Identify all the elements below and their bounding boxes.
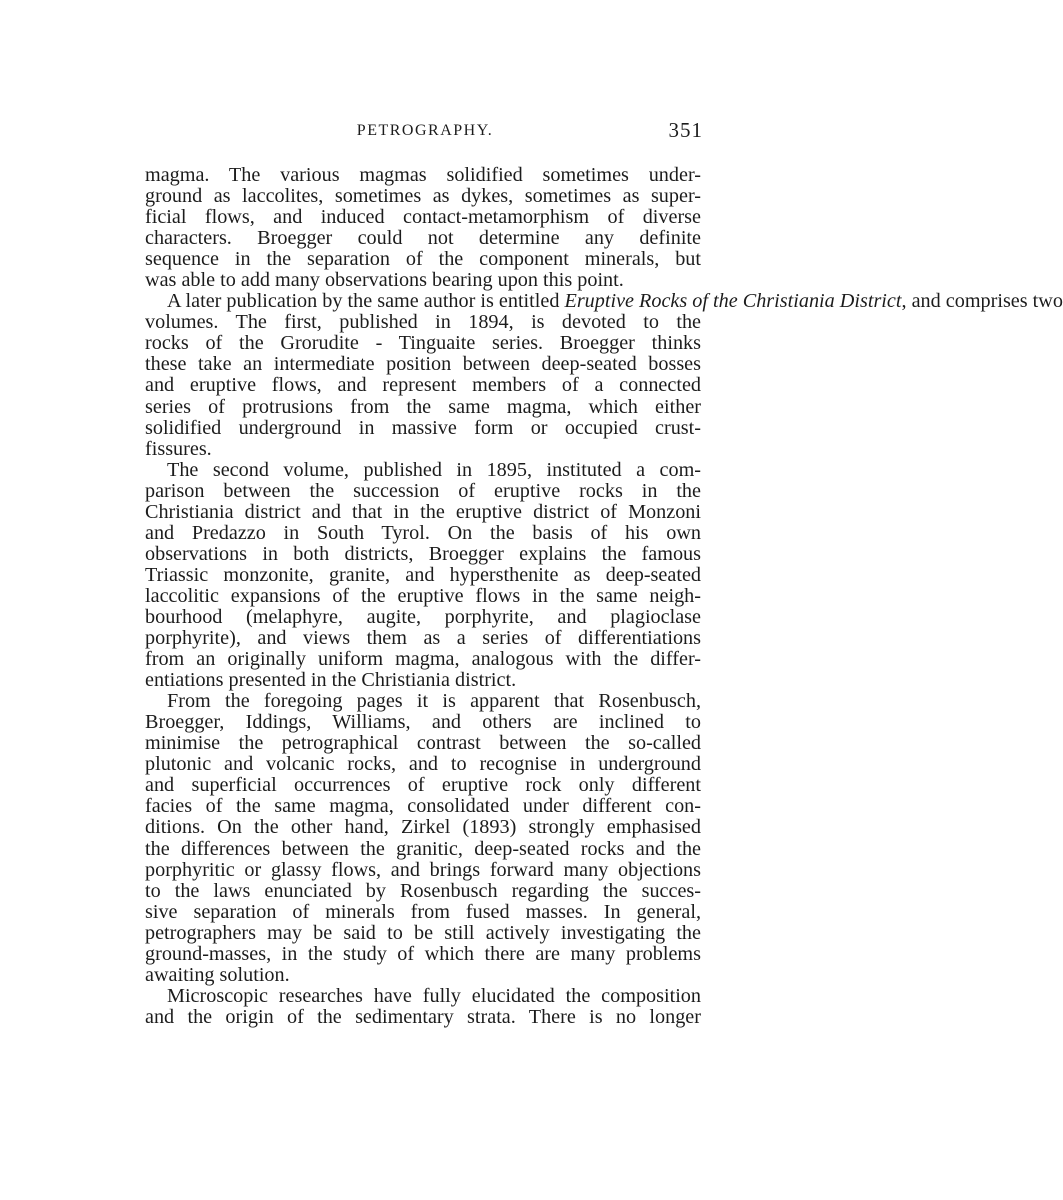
text-line: from an originally uniform magma, analogous with the differ- [145,648,701,671]
text-line: Triassic monzonite, granite, and hypersthenite as deep-seated [145,563,701,586]
text-line: ground-masses, in the study of which there are many problems [145,942,701,965]
text-line: petrographers may be said to be still actively investigating the [145,921,701,944]
text-line: solidified underground in massive form or occupied crust- [145,416,701,439]
text-line: parison between the succession of eruptive rocks in the [145,479,701,502]
text-line: laccolitic expansions of the eruptive flows in the same neigh- [145,584,701,607]
text-segment: A later publication by the same author is entitled [167,290,565,313]
text-line [145,290,1063,313]
text-line: the differences between the granitic, deep-seated rocks and the [145,837,701,860]
running-head [145,118,705,148]
text-line: magma. The various magmas solidified sometimes under- [145,164,701,186]
text-line: ficial flows, and induced contact-metamorphism of diverse [145,206,701,229]
text-line: ditions. On the other hand, Zirkel (1893) strongly emphasised [145,816,701,839]
text-line: rocks of the Grorudite - Tinguaite series. Broegger thinks [145,332,701,355]
text-line: ground as laccolites, sometimes as dykes, sometimes as super- [145,185,701,208]
body-text [145,164,1063,1028]
text-line: minimise the petrographical contrast between the so-called [145,732,701,755]
book-title: Eruptive Rocks of the Christiania District [564,290,902,313]
text-line: observations in both districts, Broegger explains the famous [145,542,701,565]
text-line: sive separation of minerals from fused masses. In general, [145,900,701,923]
text-line: awaiting solution. [145,963,290,986]
text-line: these take an intermediate position between deep-seated bosses [145,353,701,376]
text-line: to the laws enunciated by Rosenbusch regarding the succes- [145,879,701,902]
text-line: and the origin of the sedimentary strata. There is no longer [145,1005,701,1028]
text-line: plutonic and volcanic rocks, and to recognise in underground [145,753,701,776]
text-line: porphyritic or glassy flows, and brings forward many objections [145,858,701,881]
text-line: sequence in the separation of the component minerals, but [145,248,701,271]
text-line: Microscopic researches have fully elucidated the composition [167,984,701,1007]
text-line: and superficial occurrences of eruptive rock only different [145,774,701,797]
text-line: facies of the same magma, consolidated under different con- [145,795,701,818]
text-line: was able to add many observations bearing upon this point. [145,269,624,292]
text-segment: , and comprises two [901,290,1063,313]
text-line: and Predazzo in South Tyrol. On the basis of his own [145,521,701,544]
text-line: and eruptive flows, and represent members of a connected [145,374,701,397]
text-line: Christiania district and that in the eruptive district of Monzoni [145,500,701,523]
text-line: series of protrusions from the same magma, which either [145,395,701,418]
text-line: characters. Broegger could not determine any definite [145,227,701,250]
text-line: volumes. The first, published in 1894, is devoted to the [145,311,701,334]
running-title: PETROGRAPHY. [356,122,494,139]
text-line: porphyrite), and views them as a series of differentiations [145,627,701,650]
page-number: 351 [668,118,703,142]
text-line: From the foregoing pages it is apparent that Rosenbusch, [167,690,701,713]
text-line: entiations presented in the Christiania district. [145,669,517,692]
text-line: Broegger, Iddings, Williams, and others are inclined to [145,711,701,734]
text-line: The second volume, published in 1895, instituted a com- [167,458,701,481]
text-line: bourhood (melaphyre, augite, porphyrite, and plagioclase [145,605,701,628]
text-line: fissures. [145,437,212,460]
